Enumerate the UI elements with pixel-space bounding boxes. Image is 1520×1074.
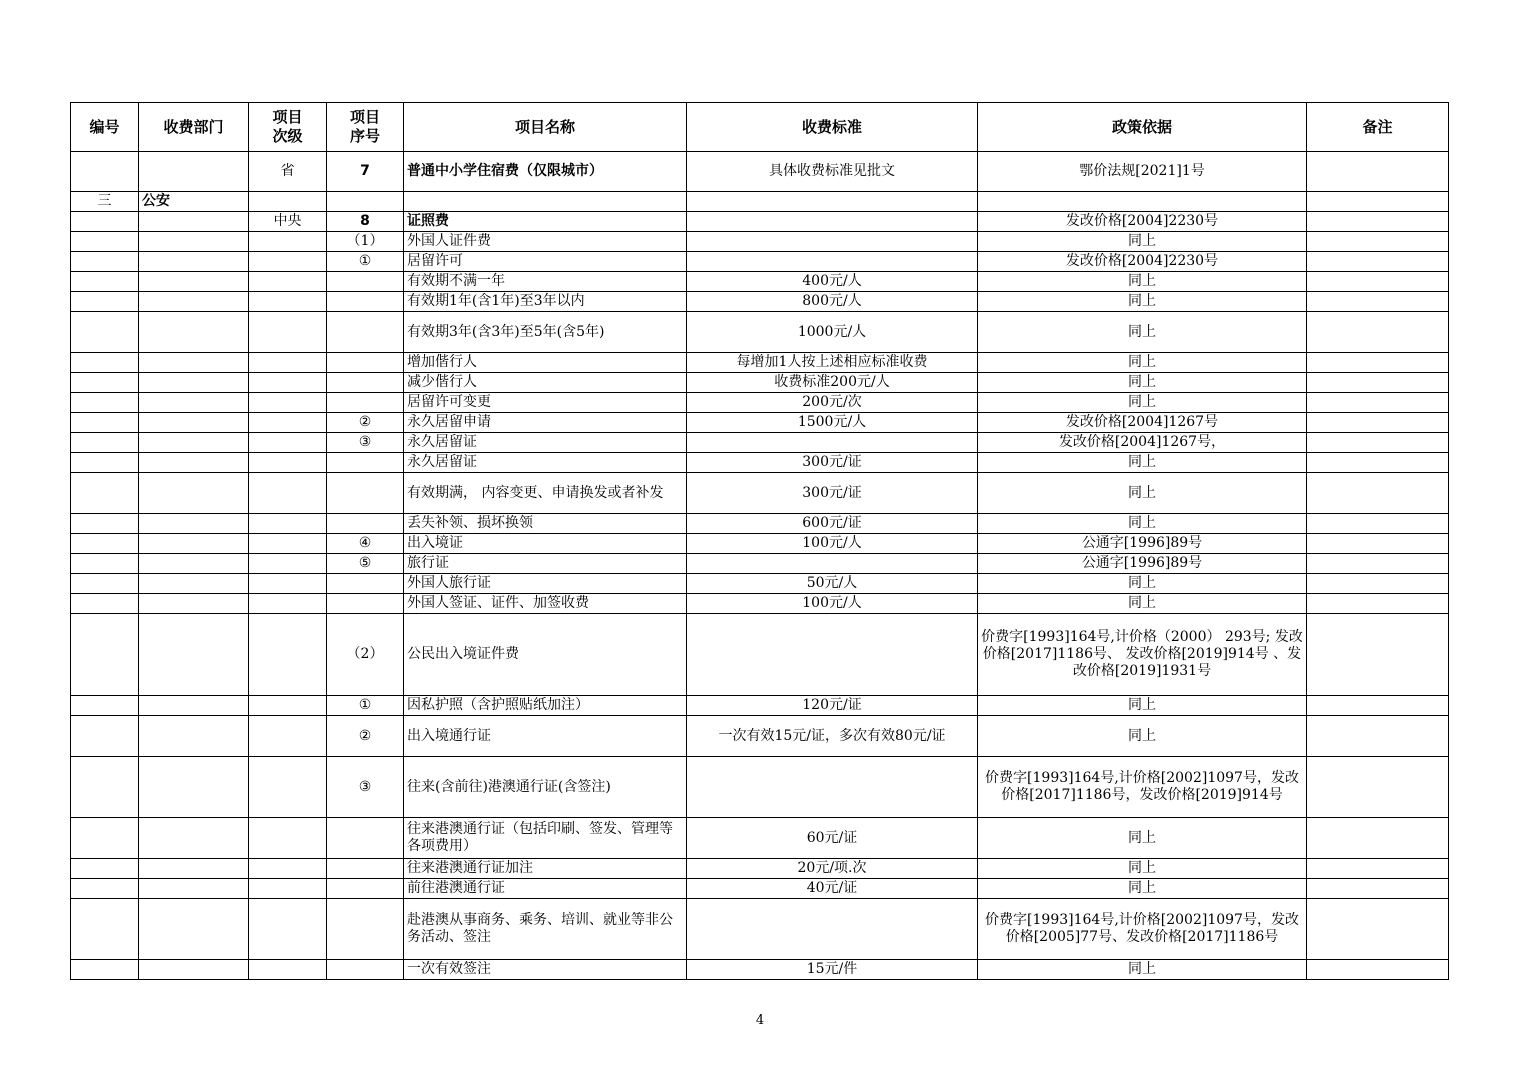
table-header-row (71, 103, 1449, 152)
cell-basis: 同上 (978, 473, 1307, 514)
table-row (71, 272, 1449, 292)
table-row (71, 574, 1449, 594)
cell-level (249, 960, 327, 980)
table-row (71, 212, 1449, 232)
cell-note (1307, 859, 1449, 879)
cell-id (71, 393, 139, 413)
cell-name: 居留许可 (404, 252, 687, 272)
cell-dept (139, 554, 249, 574)
cell-standard: 具体收费标准见批文 (687, 152, 978, 192)
cell-seq (327, 312, 404, 353)
cell-name: 外国人旅行证 (404, 574, 687, 594)
cell-basis: 同上 (978, 292, 1307, 312)
header-level: 项目 次级 (249, 103, 327, 152)
cell-standard: 1500元/人 (687, 413, 978, 433)
cell-level (249, 473, 327, 514)
cell-note (1307, 272, 1449, 292)
cell-standard: 收费标准200元/人 (687, 373, 978, 393)
cell-name: 旅行证 (404, 554, 687, 574)
cell-basis: 同上 (978, 859, 1307, 879)
cell-name: 外国人证件费 (404, 232, 687, 252)
table-row (71, 353, 1449, 373)
cell-basis: 同上 (978, 453, 1307, 473)
cell-seq: 7 (327, 152, 404, 192)
cell-level (249, 594, 327, 614)
cell-seq: （2） (327, 614, 404, 696)
table-row (71, 859, 1449, 879)
cell-level (249, 859, 327, 879)
cell-level (249, 574, 327, 594)
cell-standard: 20元/项.次 (687, 859, 978, 879)
cell-standard (687, 554, 978, 574)
cell-dept (139, 152, 249, 192)
cell-name: 出入境证 (404, 534, 687, 554)
cell-level (249, 373, 327, 393)
cell-name: 永久居留申请 (404, 413, 687, 433)
cell-standard: 1000元/人 (687, 312, 978, 353)
header-basis: 政策依据 (978, 103, 1307, 152)
cell-dept (139, 696, 249, 716)
cell-seq (327, 373, 404, 393)
table-row (71, 373, 1449, 393)
cell-name: 赴港澳从事商务、乘务、培训、就业等非公务活动、签注 (404, 899, 687, 960)
cell-dept (139, 353, 249, 373)
cell-note (1307, 899, 1449, 960)
cell-basis: 同上 (978, 393, 1307, 413)
table-row (71, 899, 1449, 960)
cell-seq (327, 292, 404, 312)
header-standard: 收费标准 (687, 103, 978, 152)
cell-seq: ① (327, 252, 404, 272)
table-body (71, 152, 1449, 980)
cell-dept (139, 514, 249, 534)
cell-id (71, 757, 139, 818)
cell-dept (139, 212, 249, 232)
cell-name: 增加偕行人 (404, 353, 687, 373)
cell-note (1307, 614, 1449, 696)
cell-level (249, 292, 327, 312)
cell-basis: 同上 (978, 353, 1307, 373)
cell-id (71, 252, 139, 272)
cell-dept (139, 818, 249, 859)
cell-seq: ② (327, 413, 404, 433)
cell-name (404, 192, 687, 212)
cell-seq (327, 272, 404, 292)
cell-dept: 公安 (139, 192, 249, 212)
cell-basis: 同上 (978, 716, 1307, 757)
cell-seq (327, 818, 404, 859)
cell-note (1307, 960, 1449, 980)
cell-level (249, 353, 327, 373)
cell-seq: ③ (327, 433, 404, 453)
cell-standard (687, 212, 978, 232)
cell-note (1307, 433, 1449, 453)
cell-seq (327, 859, 404, 879)
cell-seq (327, 574, 404, 594)
header-note: 备注 (1307, 103, 1449, 152)
cell-id (71, 574, 139, 594)
cell-name: 一次有效签注 (404, 960, 687, 980)
cell-note (1307, 232, 1449, 252)
cell-dept (139, 879, 249, 899)
table-row (71, 292, 1449, 312)
cell-basis: 同上 (978, 312, 1307, 353)
cell-standard: 每增加1人按上述相应标准收费 (687, 353, 978, 373)
cell-id (71, 413, 139, 433)
cell-level (249, 614, 327, 696)
cell-id (71, 292, 139, 312)
cell-id (71, 960, 139, 980)
cell-seq (327, 594, 404, 614)
cell-id (71, 514, 139, 534)
cell-note (1307, 534, 1449, 554)
cell-basis: 发改价格[2004]1267号， (978, 433, 1307, 453)
cell-seq: ③ (327, 757, 404, 818)
cell-name: 永久居留证 (404, 433, 687, 453)
cell-basis: 同上 (978, 514, 1307, 534)
cell-basis: 同上 (978, 232, 1307, 252)
cell-level (249, 554, 327, 574)
table-row (71, 757, 1449, 818)
table-row (71, 453, 1449, 473)
cell-name: 减少偕行人 (404, 373, 687, 393)
cell-note (1307, 212, 1449, 232)
cell-standard (687, 433, 978, 453)
cell-basis (978, 192, 1307, 212)
table-row (71, 152, 1449, 192)
table-row (71, 232, 1449, 252)
header-seq: 项目 序号 (327, 103, 404, 152)
cell-standard: 15元/件 (687, 960, 978, 980)
table-row (71, 473, 1449, 514)
table-row (71, 534, 1449, 554)
table-row (71, 818, 1449, 859)
cell-dept (139, 574, 249, 594)
cell-standard (687, 614, 978, 696)
cell-id (71, 152, 139, 192)
fee-table (70, 102, 1449, 980)
cell-note (1307, 473, 1449, 514)
cell-basis: 同上 (978, 818, 1307, 859)
header-id: 编号 (71, 103, 139, 152)
cell-note (1307, 514, 1449, 534)
cell-basis: 同上 (978, 373, 1307, 393)
cell-standard: 300元/证 (687, 453, 978, 473)
cell-id (71, 859, 139, 879)
cell-basis: 同上 (978, 696, 1307, 716)
cell-note (1307, 393, 1449, 413)
cell-dept (139, 393, 249, 413)
cell-dept (139, 473, 249, 514)
cell-level (249, 453, 327, 473)
cell-basis: 公通字[1996]89号 (978, 554, 1307, 574)
cell-seq: ① (327, 696, 404, 716)
cell-id (71, 594, 139, 614)
cell-seq (327, 453, 404, 473)
cell-level (249, 514, 327, 534)
cell-dept (139, 757, 249, 818)
cell-seq: 8 (327, 212, 404, 232)
cell-level (249, 899, 327, 960)
cell-seq (327, 514, 404, 534)
cell-id (71, 554, 139, 574)
cell-level (249, 433, 327, 453)
cell-basis: 同上 (978, 960, 1307, 980)
cell-standard: 100元/人 (687, 594, 978, 614)
cell-name: 居留许可变更 (404, 393, 687, 413)
cell-name: 普通中小学住宿费（仅限城市） (404, 152, 687, 192)
cell-note (1307, 192, 1449, 212)
cell-basis: 同上 (978, 879, 1307, 899)
cell-dept (139, 594, 249, 614)
cell-standard: 120元/证 (687, 696, 978, 716)
cell-note (1307, 554, 1449, 574)
cell-basis: 公通字[1996]89号 (978, 534, 1307, 554)
cell-note (1307, 413, 1449, 433)
cell-seq (327, 192, 404, 212)
cell-level (249, 534, 327, 554)
cell-id (71, 272, 139, 292)
cell-seq (327, 353, 404, 373)
cell-basis: 价费字[1993]164号,计价格[2002]1097号，发改价格[2005]77号、发改价格[2017]1186号 (978, 899, 1307, 960)
cell-id (71, 534, 139, 554)
cell-level (249, 716, 327, 757)
cell-seq (327, 879, 404, 899)
cell-id (71, 212, 139, 232)
table-row (71, 554, 1449, 574)
table-row (71, 594, 1449, 614)
cell-standard: 400元/人 (687, 272, 978, 292)
cell-note (1307, 879, 1449, 899)
cell-level (249, 879, 327, 899)
cell-id (71, 879, 139, 899)
cell-name: 往来(含前往)港澳通行证(含签注) (404, 757, 687, 818)
cell-level (249, 818, 327, 859)
cell-name: 永久居留证 (404, 453, 687, 473)
cell-seq (327, 393, 404, 413)
cell-dept (139, 614, 249, 696)
cell-name: 有效期3年(含3年)至5年(含5年) (404, 312, 687, 353)
cell-note (1307, 292, 1449, 312)
cell-id (71, 696, 139, 716)
cell-name: 有效期满， 内容变更、申请换发或者补发 (404, 473, 687, 514)
cell-dept (139, 272, 249, 292)
table-row (71, 252, 1449, 272)
cell-name: 证照费 (404, 212, 687, 232)
cell-standard (687, 192, 978, 212)
cell-dept (139, 453, 249, 473)
cell-note (1307, 353, 1449, 373)
cell-dept (139, 899, 249, 960)
cell-standard: 300元/证 (687, 473, 978, 514)
cell-dept (139, 859, 249, 879)
cell-standard: 100元/人 (687, 534, 978, 554)
cell-standard: 60元/证 (687, 818, 978, 859)
cell-seq: ④ (327, 534, 404, 554)
cell-basis: 同上 (978, 574, 1307, 594)
table-row (71, 696, 1449, 716)
cell-basis: 鄂价法规[2021]1号 (978, 152, 1307, 192)
cell-basis: 发改价格[2004]2230号 (978, 212, 1307, 232)
cell-standard: 50元/人 (687, 574, 978, 594)
cell-name: 丢失补领、损坏换领 (404, 514, 687, 534)
cell-note (1307, 453, 1449, 473)
cell-dept (139, 413, 249, 433)
table-row (71, 960, 1449, 980)
cell-note (1307, 373, 1449, 393)
table-row (71, 192, 1449, 212)
cell-note (1307, 152, 1449, 192)
cell-name: 因私护照（含护照贴纸加注） (404, 696, 687, 716)
cell-level (249, 312, 327, 353)
cell-seq (327, 899, 404, 960)
cell-name: 前往港澳通行证 (404, 879, 687, 899)
cell-level (249, 696, 327, 716)
cell-level: 中央 (249, 212, 327, 232)
cell-level (249, 393, 327, 413)
cell-name: 公民出入境证件费 (404, 614, 687, 696)
cell-level (249, 252, 327, 272)
cell-basis: 价费字[1993]164号,计价格（2000） 293号; 发改价格[2017]1186号、 发改价格[2019]914号 、发改价格[2019]1931号 (978, 614, 1307, 696)
cell-standard (687, 757, 978, 818)
cell-id (71, 716, 139, 757)
cell-dept (139, 716, 249, 757)
cell-seq: ② (327, 716, 404, 757)
cell-note (1307, 312, 1449, 353)
page-number: 4 (755, 1013, 765, 1028)
cell-id (71, 453, 139, 473)
cell-level: 省 (249, 152, 327, 192)
cell-basis: 发改价格[2004]1267号 (978, 413, 1307, 433)
cell-basis: 同上 (978, 594, 1307, 614)
cell-name: 有效期不满一年 (404, 272, 687, 292)
cell-dept (139, 232, 249, 252)
cell-dept (139, 534, 249, 554)
cell-note (1307, 594, 1449, 614)
cell-name: 有效期1年(含1年)至3年以内 (404, 292, 687, 312)
cell-id (71, 373, 139, 393)
cell-standard: 一次有效15元/证，多次有效80元/证 (687, 716, 978, 757)
cell-standard (687, 232, 978, 252)
table-row (71, 312, 1449, 353)
cell-dept (139, 292, 249, 312)
cell-dept (139, 960, 249, 980)
cell-id (71, 818, 139, 859)
cell-level (249, 192, 327, 212)
cell-seq: ⑤ (327, 554, 404, 574)
cell-level (249, 413, 327, 433)
table-row (71, 879, 1449, 899)
cell-dept (139, 433, 249, 453)
cell-level (249, 232, 327, 252)
cell-basis: 价费字[1993]164号,计价格[2002]1097号，发改价格[2017]1186号，发改价格[2019]914号 (978, 757, 1307, 818)
cell-seq: （1） (327, 232, 404, 252)
header-dept: 收费部门 (139, 103, 249, 152)
cell-dept (139, 252, 249, 272)
table-row (71, 433, 1449, 453)
table-row (71, 716, 1449, 757)
cell-standard: 800元/人 (687, 292, 978, 312)
cell-name: 往来港澳通行证加注 (404, 859, 687, 879)
cell-name: 外国人签证、证件、加签收费 (404, 594, 687, 614)
cell-id (71, 899, 139, 960)
header-name: 项目名称 (404, 103, 687, 152)
cell-id (71, 433, 139, 453)
cell-note (1307, 818, 1449, 859)
cell-seq (327, 960, 404, 980)
cell-seq (327, 473, 404, 514)
cell-id: 三 (71, 192, 139, 212)
table-row (71, 514, 1449, 534)
cell-id (71, 232, 139, 252)
cell-note (1307, 716, 1449, 757)
cell-id (71, 473, 139, 514)
cell-standard (687, 899, 978, 960)
cell-standard: 600元/证 (687, 514, 978, 534)
cell-name: 出入境通行证 (404, 716, 687, 757)
cell-name: 往来港澳通行证（包括印刷、签发、管理等各项费用） (404, 818, 687, 859)
cell-note (1307, 252, 1449, 272)
cell-dept (139, 373, 249, 393)
cell-id (71, 614, 139, 696)
cell-level (249, 757, 327, 818)
cell-basis: 同上 (978, 272, 1307, 292)
table-row (71, 393, 1449, 413)
table-row (71, 413, 1449, 433)
cell-note (1307, 574, 1449, 594)
cell-note (1307, 696, 1449, 716)
cell-note (1307, 757, 1449, 818)
cell-id (71, 312, 139, 353)
cell-standard: 200元/次 (687, 393, 978, 413)
cell-dept (139, 312, 249, 353)
cell-standard: 40元/证 (687, 879, 978, 899)
table-row (71, 614, 1449, 696)
cell-level (249, 272, 327, 292)
cell-basis: 发改价格[2004]2230号 (978, 252, 1307, 272)
cell-id (71, 353, 139, 373)
cell-standard (687, 252, 978, 272)
